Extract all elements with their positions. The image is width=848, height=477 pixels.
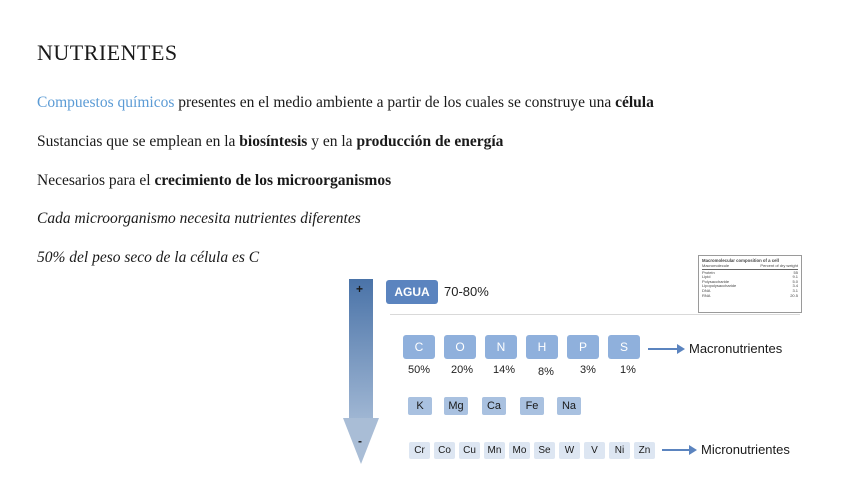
- micro-arrow: [662, 449, 690, 451]
- line-peso-seco: 50% del peso seco de la célula es C: [37, 249, 260, 266]
- table-cell: Lipopolysaccharide: [702, 283, 737, 289]
- element-box: Na: [557, 397, 581, 415]
- line2-b2: producción de energía: [356, 133, 504, 150]
- element-box: Mo: [509, 442, 530, 459]
- macronutrientes-label: Macronutrientes: [689, 341, 783, 356]
- table-cell: 3.4: [792, 283, 798, 289]
- element-box: Mn: [484, 442, 505, 459]
- element-box: S: [608, 335, 640, 359]
- element-box: H: [526, 335, 558, 359]
- table-cell: 55: [793, 269, 798, 275]
- line1-text: presentes en el medio ambiente a partir de los cuales se construye una: [174, 94, 616, 111]
- element-box: Mg: [444, 397, 468, 415]
- element-box: P: [567, 335, 599, 359]
- table-cell: 9.1: [792, 274, 798, 280]
- table-cell: Protein: [702, 269, 715, 275]
- line-compuestos: [37, 94, 654, 112]
- micronutrientes-label: Micronutrientes: [701, 442, 790, 457]
- macro-arrow: [648, 348, 678, 350]
- table-cell: 20.5: [790, 292, 798, 298]
- line1-bold: célula: [615, 94, 654, 111]
- table-header-cell: Macromolecule: [702, 263, 730, 268]
- line2-t2: y en la: [307, 133, 357, 150]
- element-percent: 1%: [620, 364, 636, 376]
- line-sustancias: [37, 133, 503, 151]
- divider: [390, 314, 800, 315]
- plus-sign: +: [356, 282, 364, 296]
- element-box: Co: [434, 442, 455, 459]
- element-box: Cr: [409, 442, 430, 459]
- table-cell: Lipid: [702, 274, 711, 280]
- minus-sign: -: [358, 434, 362, 448]
- element-box: Cu: [459, 442, 480, 459]
- agua-box: AGUA: [386, 280, 438, 304]
- table-header: [702, 264, 798, 270]
- table-row: [702, 294, 798, 299]
- element-box: V: [584, 442, 605, 459]
- agua-percent: 70-80%: [444, 284, 489, 299]
- line-necesarios: [37, 172, 391, 190]
- table-header-cell: Percent of dry weight: [760, 263, 798, 268]
- element-percent: 3%: [580, 364, 596, 376]
- element-box: Zn: [634, 442, 655, 459]
- element-box: Ni: [609, 442, 630, 459]
- element-box: C: [403, 335, 435, 359]
- element-box: K: [408, 397, 432, 415]
- table-cell: 3.1: [792, 287, 798, 293]
- line2-t1: Sustancias que se emplean en la: [37, 133, 240, 150]
- element-box: Ca: [482, 397, 506, 415]
- element-percent: 50%: [407, 364, 431, 376]
- line3-b1: crecimiento de los microorganismos: [154, 172, 392, 189]
- table-cell: Polysaccharide: [702, 278, 730, 284]
- element-percent: 8%: [538, 366, 554, 378]
- element-percent: 20%: [450, 364, 474, 376]
- element-box: Se: [534, 442, 555, 459]
- line-cada: Cada microorganismo necesita nutrientes diferentes: [37, 210, 361, 227]
- composition-table: [698, 255, 802, 313]
- table-cell: RNA: [702, 292, 711, 298]
- element-box: Fe: [520, 397, 544, 415]
- element-box: N: [485, 335, 517, 359]
- element-box: W: [559, 442, 580, 459]
- element-percent: 14%: [492, 364, 516, 376]
- compuestos-link[interactable]: Compuestos químicos: [37, 94, 175, 111]
- table-cell: 5.0: [792, 278, 798, 284]
- line3-t1: Necesarios para el: [37, 172, 155, 189]
- page-title: NUTRIENTES: [37, 40, 178, 65]
- line2-b1: biosíntesis: [239, 133, 308, 150]
- table-cell: DNA: [702, 287, 711, 293]
- element-box: O: [444, 335, 476, 359]
- gradient-arrow-shaft: [349, 279, 373, 419]
- table-title: Macromolecular composition of a cell: [702, 258, 779, 263]
